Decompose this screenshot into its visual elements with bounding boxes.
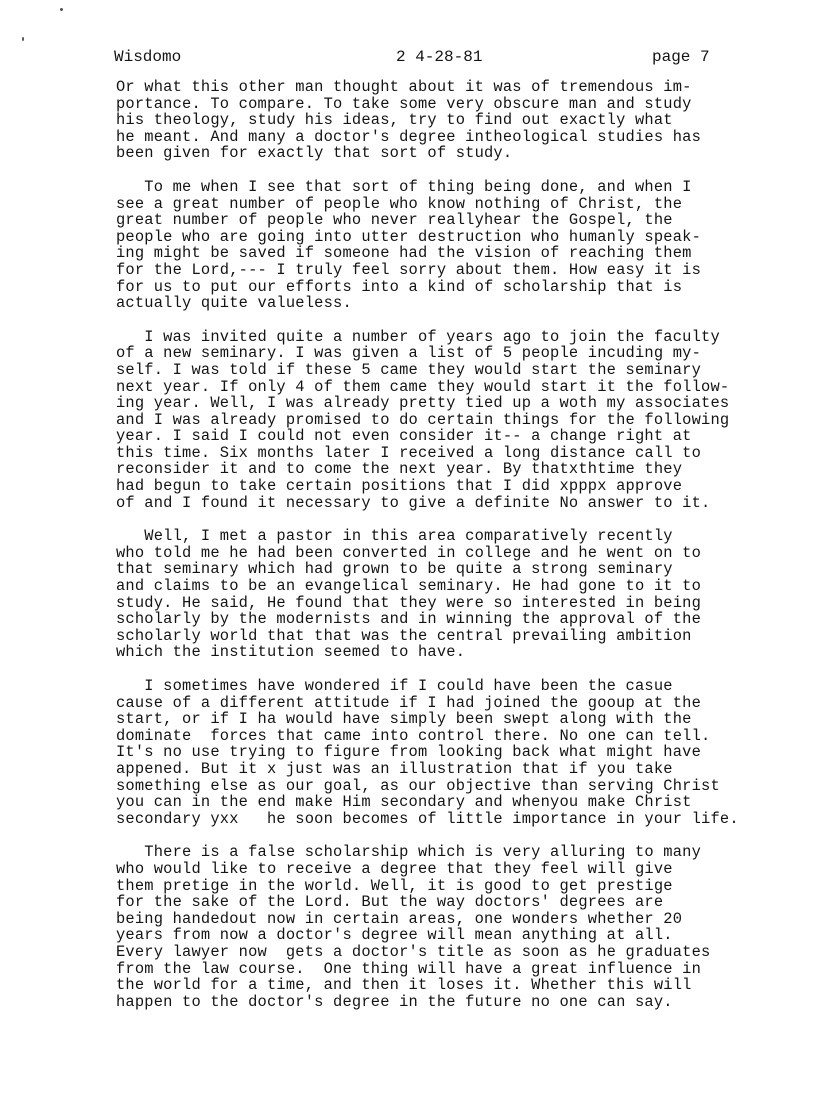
text-line: portance. To compare. To take some very obscure man and study — [116, 94, 692, 113]
text-line: of a new seminary. I was given a list of 5 people incuding my- — [116, 344, 702, 363]
text-line: It's no use trying to figure from looking back what might have — [116, 743, 702, 762]
text-line: ing might be saved if someone had the vision of reaching them — [116, 244, 692, 263]
text-line: people who are going into utter destruction who humanly speak- — [116, 227, 702, 246]
text-line: There is a false scholarship which is very alluring to many — [116, 843, 702, 862]
paragraph-gap — [116, 511, 806, 528]
text-line: see a great number of people who know nothing of Christ, the — [116, 194, 683, 213]
text-line: ing year. Well, I was already pretty tied up a woth my associates — [116, 394, 730, 413]
text-line: year. I said I could not even consider it-- a change right at — [116, 427, 692, 446]
text-line: start, or if I ha would have simply been swept along with the — [116, 710, 692, 729]
text-line: and I was already promised to do certain things for the following — [116, 410, 730, 429]
header-title: Wisdomo — [114, 48, 182, 66]
page-header — [114, 48, 724, 70]
text-line: happen to the doctor's degree in the future no one can say. — [116, 992, 673, 1011]
text-line: Well, I met a pastor in this area comparatively recently — [116, 527, 673, 546]
text-line: being handedout now in certain areas, one wonders whether 20 — [116, 909, 683, 928]
text-line: next year. If only 4 of them came they would start it the follow- — [116, 377, 730, 396]
text-line: I sometimes have wondered if I could have been the casue — [116, 677, 673, 695]
text-line: scholarly world that that was the central prevailing ambition — [116, 626, 692, 645]
text-line: that seminary which had grown to be quite a strong seminary — [116, 560, 673, 579]
paragraph — [116, 678, 806, 827]
text-line: I was invited quite a number of years ago to join the faculty — [116, 327, 720, 346]
text-line: secondary yxx he soon becomes of little importance in your life. — [116, 809, 739, 828]
paragraph-gap — [116, 162, 806, 179]
text-line: had begun to take certain positions that I did xpppx approve — [116, 477, 683, 496]
header-date: 2 4-28-81 — [396, 48, 483, 66]
text-line: for the Lord,--- I truly feel sorry about them. How easy it is — [116, 260, 702, 279]
text-line: for the sake of the Lord. But the way doctors' degrees are — [116, 893, 664, 912]
text-line: Or what this other man thought about it was of tremendous im- — [116, 78, 692, 96]
paragraph — [116, 79, 806, 162]
text-line: something else as our goal, as our objective than serving Christ — [116, 776, 720, 795]
text-line: dominate forces that came into control there. No one can tell. — [116, 726, 711, 745]
document-body — [116, 79, 806, 1010]
paragraph — [116, 329, 806, 512]
text-line: self. I was told if these 5 came they would start the seminary — [116, 360, 702, 379]
text-line: scholarly by the modernists and in winning the approval of the — [116, 610, 702, 629]
text-line: years from now a doctor's degree will mean anything at all. — [116, 926, 673, 945]
text-line: cause of a different attitude if I had joined the gooup at the — [116, 693, 702, 712]
text-line: for us to put our efforts into a kind of scholarship that is — [116, 277, 683, 296]
text-line: Every lawyer now gets a doctor's title as soon as he graduates — [116, 942, 711, 961]
text-line: reconsider it and to come the next year. By thatxthtime they — [116, 460, 683, 479]
paragraph-gap — [116, 312, 806, 329]
text-line: which the institution seemed to have. — [116, 643, 466, 662]
text-line: great number of people who never reallyhear the Gospel, the — [116, 211, 673, 230]
text-line: he meant. And many a doctor's degree intheological studies has — [116, 127, 702, 146]
paragraph — [116, 179, 806, 312]
text-line: actually quite valueless. — [116, 294, 352, 313]
text-line: appened. But it x just was an illustration that if you take — [116, 759, 673, 778]
text-line: from the law course. One thing will have a great influence in — [116, 959, 702, 978]
text-line: this time. Six months later I received a long distance call to — [116, 443, 702, 462]
text-line: of and I found it necessary to give a definite No answer to it. — [116, 493, 711, 512]
text-line: who would like to receive a degree that they feel will give — [116, 859, 673, 878]
paragraph-gap — [116, 827, 806, 844]
text-line: them pretige in the world. Well, it is good to get prestige — [116, 876, 673, 895]
paragraph — [116, 844, 806, 1010]
text-line: who told me he had been converted in college and he went on to — [116, 543, 702, 562]
text-line: been given for exactly that sort of study. — [116, 144, 513, 163]
header-page-number: page 7 — [652, 48, 710, 66]
paper-speck — [22, 37, 24, 41]
text-line: his theology, study his ideas, try to find out exactly what — [116, 111, 673, 130]
paragraph-gap — [116, 661, 806, 678]
paper-speck — [60, 8, 63, 11]
text-line: you can in the end make Him secondary and whenyou make Christ — [116, 793, 692, 812]
paragraph — [116, 528, 806, 661]
text-line: the world for a time, and then it loses it. Whether this will — [116, 976, 692, 995]
text-line: To me when I see that sort of thing being done, and when I — [116, 177, 692, 196]
text-line: study. He said, He found that they were so interested in being — [116, 593, 702, 612]
text-line: and claims to be an evangelical seminary. He had gone to it to — [116, 577, 702, 596]
